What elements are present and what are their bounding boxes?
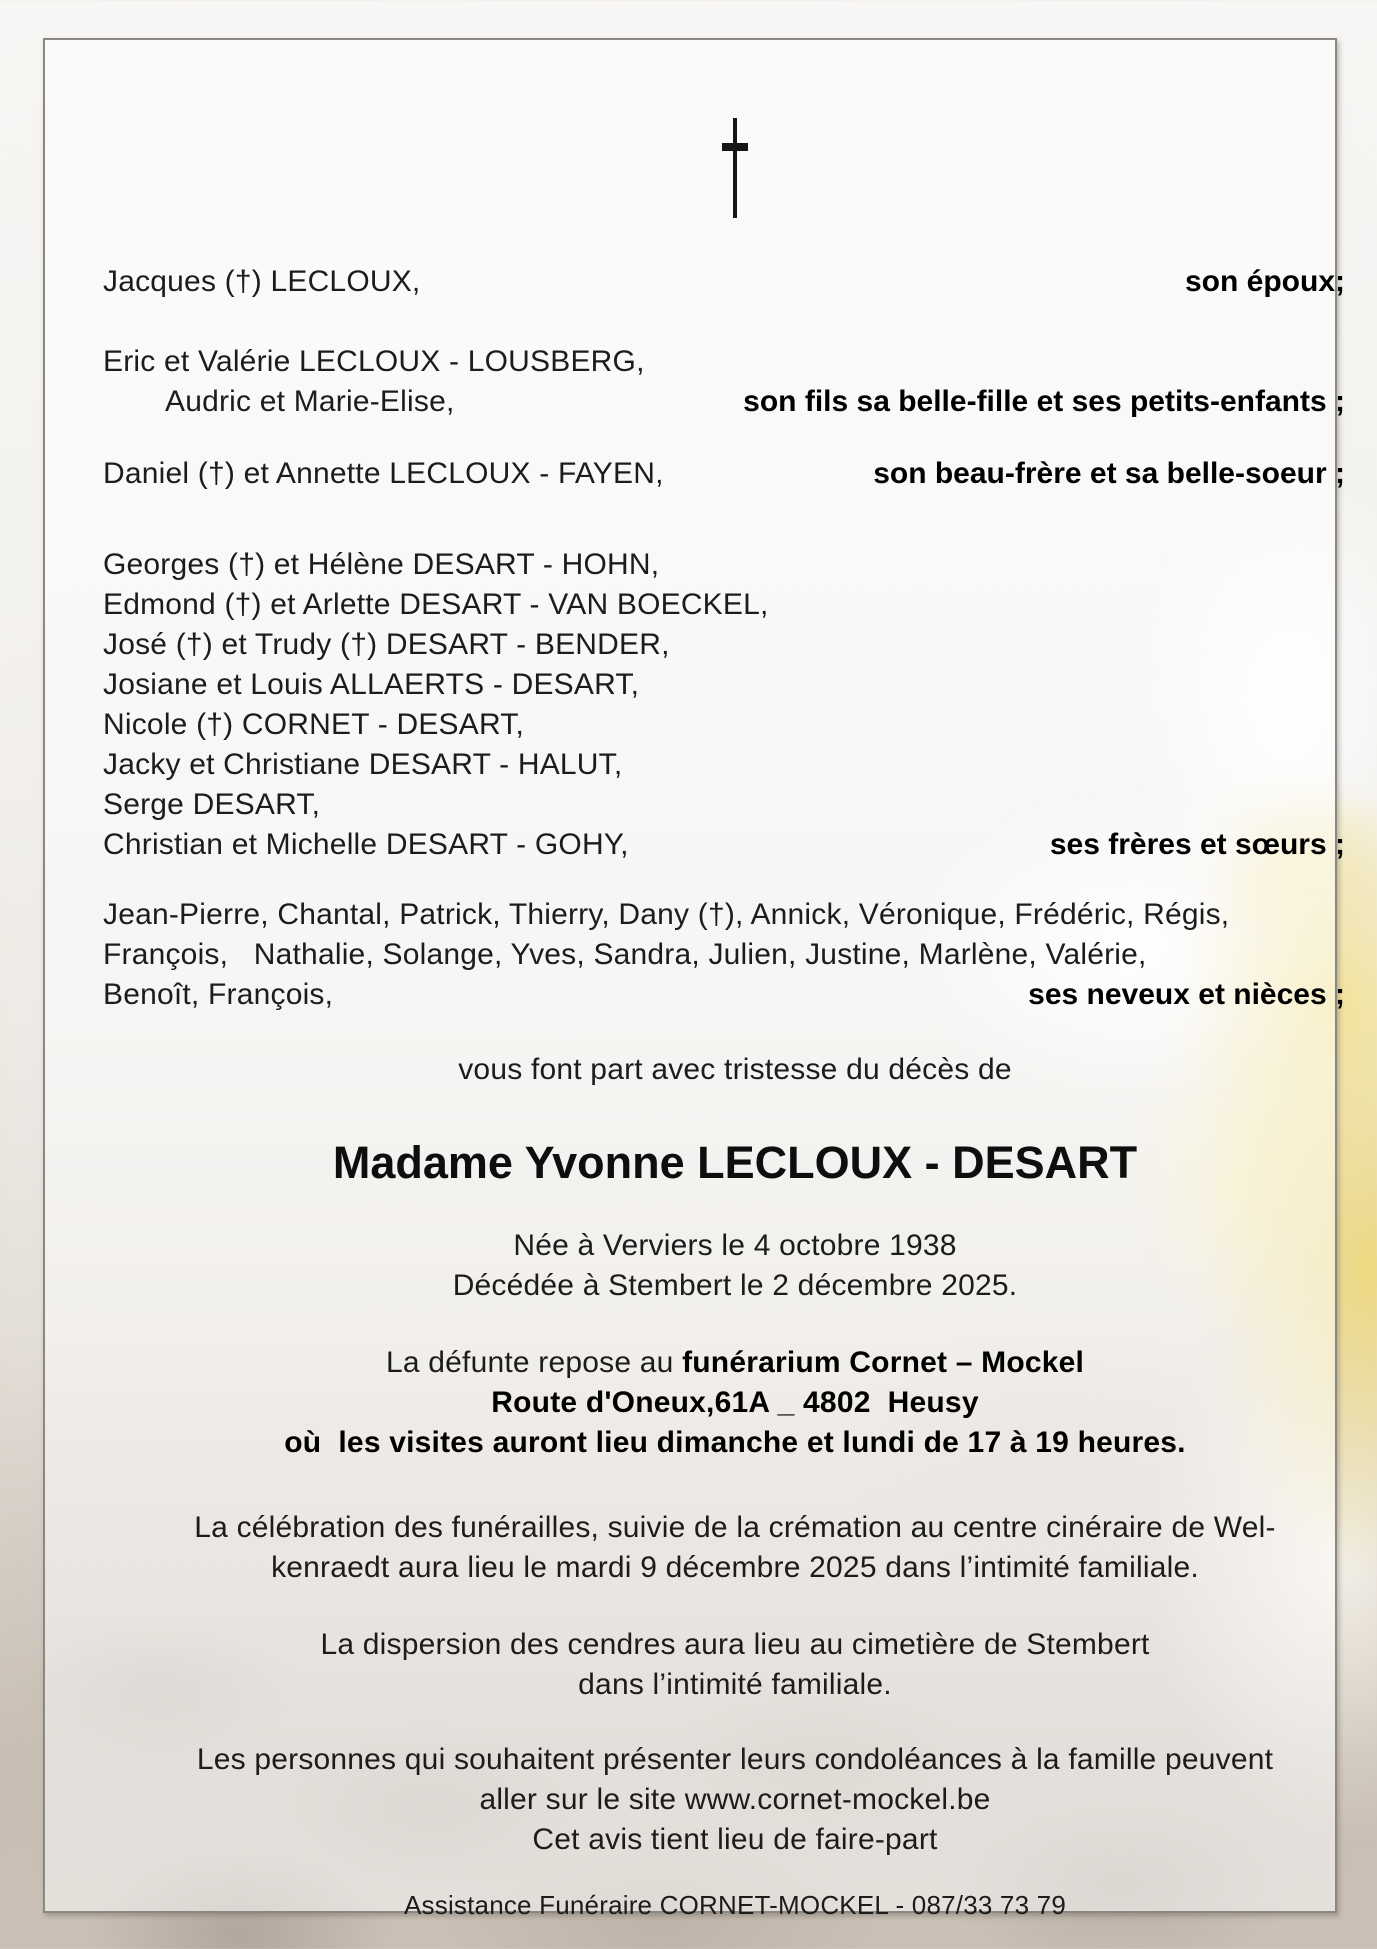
family-member: Nicole (†) CORNET - DESART,	[103, 708, 525, 741]
family-row	[90, 262, 1377, 302]
condolences-website-line: aller sur le site www.cornet-mockel.be	[479, 1783, 991, 1816]
family-row	[90, 705, 1377, 745]
card-content	[90, 80, 1377, 1922]
card-frame	[43, 38, 1345, 1920]
family-member: José (†) et Trudy (†) DESART - BENDER,	[103, 628, 670, 661]
birth-line: Née à Verviers le 4 octobre 1938	[513, 1229, 957, 1262]
family-member: Serge DESART,	[103, 788, 321, 821]
ceremony-line-2: kenraedt aura lieu le mardi 9 décembre 2025 dans l’intimité familiale.	[271, 1551, 1199, 1584]
family-member: Benoît, François,	[103, 978, 334, 1011]
family-row	[90, 895, 1377, 935]
dispersion-line-2: dans l’intimité familiale.	[578, 1668, 892, 1701]
visits-line: où les visites auront lieu dimanche et lundi de 17 à 19 heures.	[284, 1426, 1186, 1459]
family-row	[90, 745, 1377, 785]
family-member: Edmond (†) et Arlette DESART - VAN BOECKEL,	[103, 588, 769, 621]
announcement-line: vous font part avec tristesse du décès de	[458, 1053, 1012, 1086]
cross-icon	[722, 118, 748, 218]
relation-label: son fils sa belle-fille et ses petits-enfants ;	[743, 385, 1345, 418]
family-member: Josiane et Louis ALLAERTS - DESART,	[103, 668, 640, 701]
relation-label: ses neveux et nièces ;	[1028, 978, 1345, 1011]
family-row	[90, 454, 1377, 494]
address-line: Route d'Oneux,61A _ 4802 Heusy	[491, 1386, 979, 1419]
family-row	[90, 935, 1377, 975]
family-row	[90, 975, 1377, 1015]
ceremony-line-1: La célébration des funérailles, suivie de la crémation au centre cinéraire de Wel-	[194, 1511, 1276, 1544]
deceased-name: Madame Yvonne LECLOUX - DESART	[332, 1137, 1138, 1188]
family-row	[90, 665, 1377, 705]
cross-vertical-bar	[733, 118, 737, 218]
family-member: François, Nathalie, Solange, Yves, Sandra, Julien, Justine, Marlène, Valérie,	[103, 938, 1147, 971]
family-member: Christian et Michelle DESART - GOHY,	[103, 828, 629, 861]
cross-horizontal-bar	[722, 143, 748, 151]
family-row	[90, 585, 1377, 625]
family-row	[90, 625, 1377, 665]
relation-label: son époux;	[1184, 265, 1345, 298]
funeral-home-name: funérarium Cornet – Mockel	[682, 1346, 1085, 1379]
family-member: Audric et Marie-Elise,	[165, 385, 455, 418]
repose-line	[90, 1343, 1377, 1383]
family-member: Daniel (†) et Annette LECLOUX - FAYEN,	[103, 457, 664, 490]
family-member: Eric et Valérie LECLOUX - LOUSBERG,	[103, 345, 645, 378]
family-member: Georges (†) et Hélène DESART - HOHN,	[103, 548, 660, 581]
family-row	[90, 382, 1377, 422]
repose-prefix: La défunte repose au	[385, 1346, 683, 1379]
family-row	[90, 545, 1377, 585]
family-member: Jacky et Christiane DESART - HALUT,	[103, 748, 623, 781]
dispersion-line-1: La dispersion des cendres aura lieu au cimetière de Stembert	[320, 1628, 1150, 1661]
relation-label: ses frères et sœurs ;	[1049, 828, 1345, 861]
family-row	[90, 785, 1377, 825]
funeral-home-footer: Assistance Funéraire CORNET-MOCKEL - 087/33 73 79	[404, 1890, 1066, 1920]
death-line: Décédée à Stembert le 2 décembre 2025.	[452, 1269, 1018, 1302]
condolences-line-1: Les personnes qui souhaitent présenter leurs condoléances à la famille peuvent	[196, 1743, 1274, 1776]
family-member: Jacques (†) LECLOUX,	[103, 265, 421, 298]
family-member: Jean-Pierre, Chantal, Patrick, Thierry, Dany (†), Annick, Véronique, Frédéric, Régis,	[103, 898, 1230, 931]
family-row	[90, 825, 1377, 865]
condolences-line-3: Cet avis tient lieu de faire-part	[532, 1823, 938, 1856]
relation-label: son beau-frère et sa belle-soeur ;	[873, 457, 1345, 490]
family-row	[90, 342, 1377, 382]
